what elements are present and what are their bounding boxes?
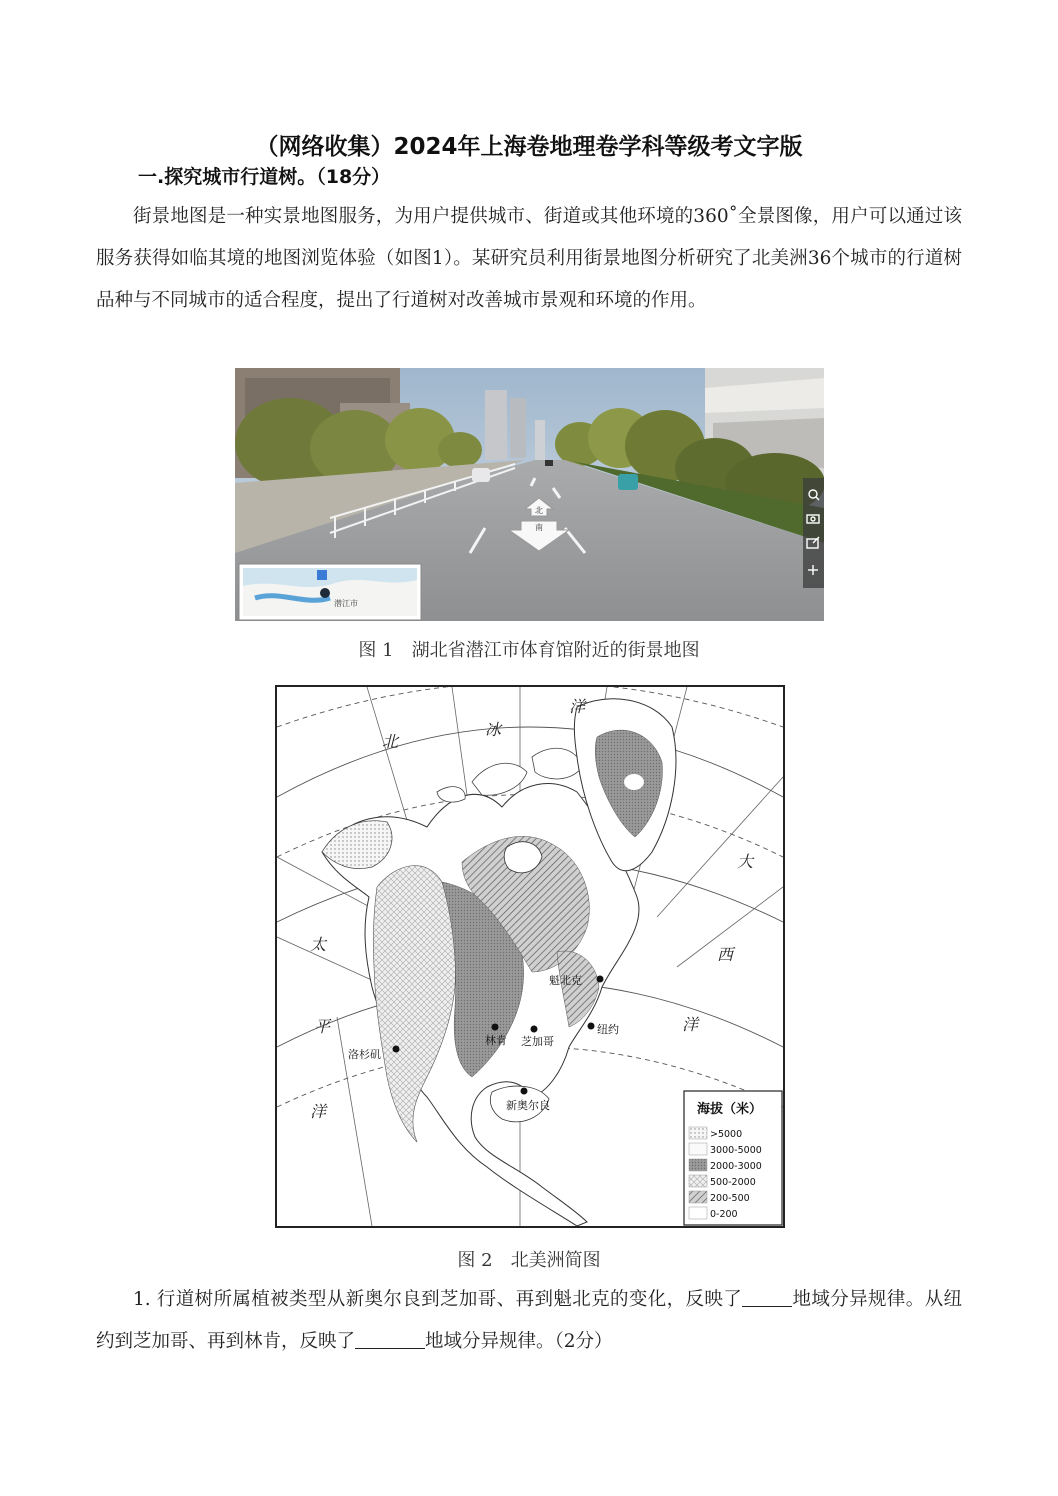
minimap-label: 潜江市: [334, 599, 358, 608]
city-label-lincoln: 林肯: [485, 1034, 507, 1047]
ocean-label-pacific-1: 太: [310, 935, 327, 954]
city-label-chicago: 芝加哥: [521, 1035, 554, 1048]
document-title: （网络收集）2024年上海卷地理卷学科等级考文字版: [255, 134, 803, 160]
street-view-image: [235, 368, 824, 621]
legend-item-2: 3000-5000: [710, 1145, 762, 1156]
city-marker-lincoln: [492, 1024, 499, 1031]
question-1-part-b: 地域分异规律。从纽约到芝加哥、再到林肯，反映了: [96, 1289, 962, 1352]
legend-item-1: >5000: [710, 1129, 743, 1140]
city-label-new-orleans: 新奥尔良: [506, 1099, 550, 1112]
figure2-caption: 图 2 北美洲简图: [457, 1250, 601, 1271]
city-marker-quebec: [597, 976, 604, 983]
city-marker-new-york: [588, 1023, 595, 1030]
ocean-label-arctic-1: 北: [382, 732, 399, 751]
question-1-part-c: 地域分异规律。（2分）: [425, 1331, 613, 1352]
answer-blank-2[interactable]: [355, 1330, 425, 1349]
answer-blank-1[interactable]: [742, 1288, 792, 1307]
ocean-label-atlantic-2: 西: [717, 945, 734, 964]
legend-item-4: 500-2000: [710, 1177, 756, 1188]
ocean-label-arctic-2: 冰: [485, 720, 502, 739]
legend-item-3: 2000-3000: [710, 1161, 762, 1172]
ocean-label-arctic-3: 洋: [569, 697, 586, 716]
north-america-map: [275, 685, 785, 1228]
legend-title: 海拔（米）: [697, 1102, 763, 1117]
city-label-quebec: 魁北克: [549, 974, 582, 987]
nav-north-label: 北: [535, 506, 543, 515]
ocean-label-pacific-2: 平: [314, 1017, 331, 1036]
map-legend: [684, 1091, 782, 1225]
section-heading: 一.探究城市行道树。（18分）: [138, 166, 391, 188]
city-label-new-york: 纽约: [597, 1023, 619, 1036]
city-label-los-angeles: 洛杉矶: [348, 1048, 381, 1061]
city-marker-los-angeles: [393, 1046, 400, 1053]
intro-paragraph: 街景地图是一种实景地图服务，为用户提供城市、街道或其他环境的360˚全景图像，用户可以通过该服务获得如临其境的地图浏览体验（如图1）。某研究员利用街景地图分析研究了北美洲36个城市的行道树品种与不同城市的适合程度，提出了行道树对改善城市景观和环境的作用。: [96, 206, 962, 311]
question-1-part-a: 1. 行道树所属植被类型从新奥尔良到芝加哥、再到魁北克的变化，反映了: [133, 1289, 743, 1310]
legend-item-5: 200-500: [710, 1193, 750, 1204]
minimap[interactable]: [239, 564, 421, 620]
ocean-label-pacific-3: 洋: [310, 1102, 327, 1121]
city-marker-new-orleans: [521, 1088, 528, 1095]
ocean-label-atlantic-1: 大: [737, 852, 754, 871]
question-1: [96, 1279, 962, 1363]
figure1-caption: 图 1 湖北省潜江市体育馆附近的街景地图: [358, 640, 700, 661]
city-marker-chicago: [531, 1026, 538, 1033]
ocean-label-atlantic-3: 洋: [682, 1015, 699, 1034]
legend-item-6: 0-200: [710, 1209, 738, 1220]
nav-south-label: 南: [535, 523, 543, 532]
